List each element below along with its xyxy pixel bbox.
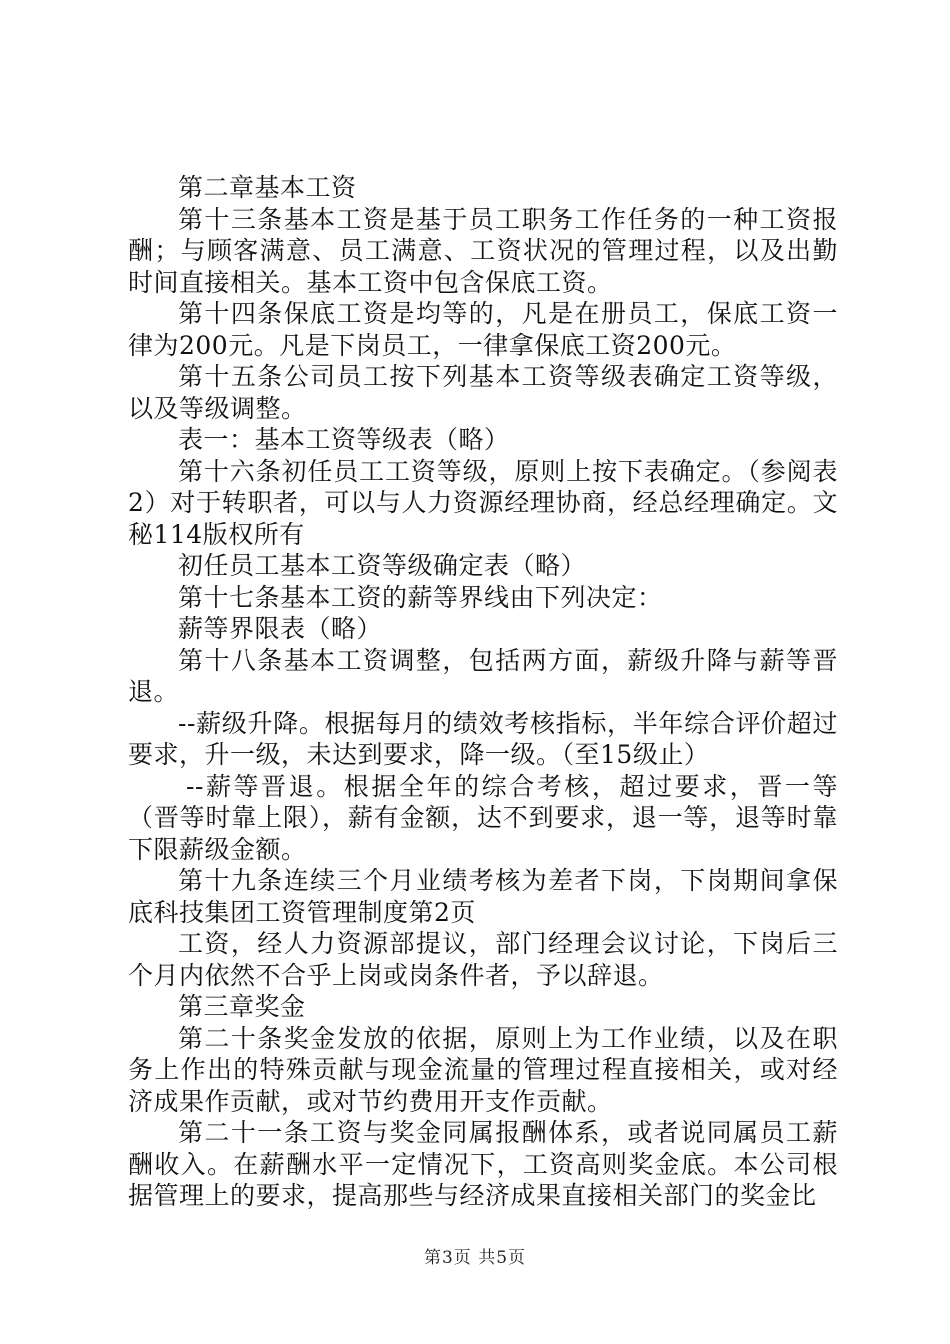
chapter-heading-3: 第三章奖金: [178, 992, 306, 1021]
article-18-item-grade: --薪等晋退。根据全年的综合考核，超过要求，晋一等（晋等时靠上限），薪有金额，达不到要求，退一等，退等时靠下限薪级金额。: [128, 771, 838, 864]
salary-boundary-table-caption: 薪等界限表（略）: [178, 614, 383, 643]
initial-grade-table-caption: 初任员工基本工资等级确定表（略）: [178, 551, 587, 580]
article-14: 第十四条保底工资是均等的，凡是在册员工，保底工资一律为200元。凡是下岗员工，一律拿保底工资200元。: [128, 299, 838, 360]
article-16: 第十六条初任员工工资等级，原则上按下表确定。（参阅表2）对于转职者，可以与人力资源经理协商，经总经理确定。文秘114版权所有: [128, 456, 838, 549]
article-19: 第十九条连续三个月业绩考核为差者下岗，下岗期间拿保底科技集团工资管理制度第2页: [128, 866, 838, 927]
article-15: 第十五条公司员工按下列基本工资等级表确定工资等级，以及等级调整。: [128, 362, 838, 423]
article-18-item-level: --薪级升降。根据每月的绩效考核指标，半年综合评价超过要求，升一级，未达到要求，降一级。（至15级止）: [128, 708, 838, 769]
article-20: 第二十条奖金发放的依据，原则上为工作业绩，以及在职务上作出的特殊贡献与现金流量的管理过程直接相关，或对经济成果作贡献，或对节约费用开支作贡献。: [128, 1023, 838, 1116]
article-19-continued: 工资，经人力资源部提议，部门经理会议讨论，下岗后三个月内依然不合乎上岗或岗条件者，予以辞退。: [128, 929, 838, 990]
chapter-heading-2: 第二章基本工资: [178, 173, 357, 202]
article-18: 第十八条基本工资调整，包括两方面，薪级升降与薪等晋退。: [128, 645, 838, 706]
article-13: 第十三条基本工资是基于员工职务工作任务的一种工资报酬；与顾客满意、员工满意、工资状况的管理过程，以及出勤时间直接相关。基本工资中包含保底工资。: [128, 204, 838, 297]
page-number-footer: 第3页 共5页: [423, 1248, 527, 1268]
table-1-caption: 表一：基本工资等级表（略）: [178, 425, 510, 454]
article-17: 第十七条基本工资的薪等界线由下列决定：: [178, 582, 663, 612]
article-21: 第二十一条工资与奖金同属报酬体系，或者说同属员工薪酬收入。在薪酬水平一定情况下，工资高则奖金底。本公司根据管理上的要求，提高那些与经济成果直接相关部门的奖金比: [128, 1118, 838, 1210]
document-body: [128, 172, 838, 1212]
